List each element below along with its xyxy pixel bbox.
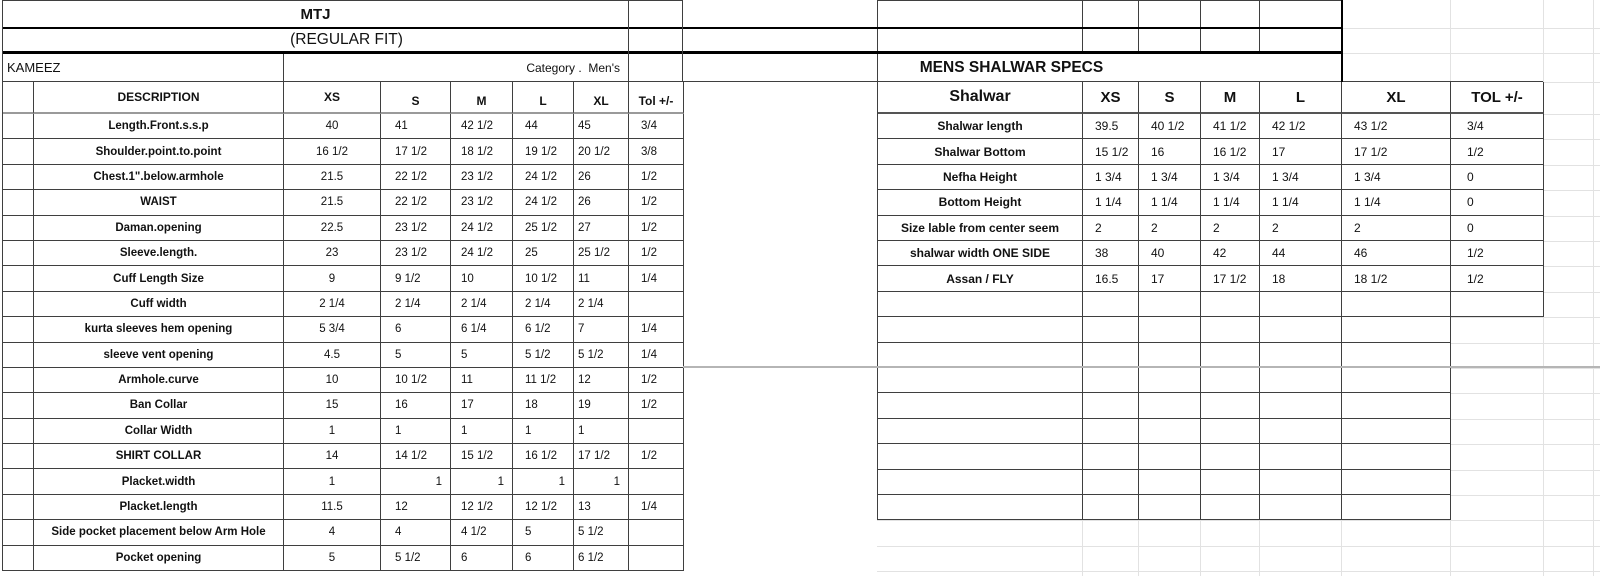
value-cell: 25 <box>513 241 574 266</box>
empty-cell <box>1139 470 1201 495</box>
empty-cell <box>878 27 1083 52</box>
value-cell: 42 <box>1201 241 1260 266</box>
tolerance-cell: 1/2 <box>629 368 684 393</box>
value-cell: 17 1/2 <box>1342 139 1451 164</box>
empty-cell <box>1083 470 1139 495</box>
gridline <box>877 571 1600 572</box>
value-cell: 16 1/2 <box>1201 139 1260 164</box>
value-cell: 39.5 <box>1083 114 1139 139</box>
value-cell: 20 1/2 <box>574 139 629 164</box>
empty-cell <box>1083 292 1139 317</box>
row-index-cell <box>3 216 34 241</box>
empty-cell <box>1201 393 1260 418</box>
row-label: Chest.1".below.armhole <box>34 165 284 190</box>
value-cell: 1 <box>513 419 574 444</box>
value-cell: 43 1/2 <box>1342 114 1451 139</box>
empty-cell <box>1342 393 1451 418</box>
empty-cell <box>878 343 1083 368</box>
border-rule <box>2 51 1343 54</box>
empty-cell <box>1260 27 1342 52</box>
value-cell: 16 1/2 <box>513 444 574 469</box>
value-cell: 42 1/2 <box>1260 114 1342 139</box>
row-label: Placket.width <box>34 469 284 494</box>
value-cell: 23 1/2 <box>381 241 451 266</box>
value-cell: 11 <box>451 368 513 393</box>
gridline <box>877 546 1600 547</box>
fit-subtitle: (REGULAR FIT) <box>290 31 403 48</box>
row-index-cell <box>3 190 34 215</box>
empty-cell <box>1260 495 1342 520</box>
tolerance-cell: 1/2 <box>1451 241 1544 266</box>
value-cell: 1 <box>574 419 629 444</box>
border-rule <box>2 0 683 1</box>
value-cell: 13 <box>574 495 629 520</box>
column-header: M <box>1201 82 1260 114</box>
value-cell: 27 <box>574 216 629 241</box>
row-label: Ban Collar <box>34 393 284 418</box>
value-cell: 22 1/2 <box>381 165 451 190</box>
row-label: shalwar width ONE SIDE <box>878 241 1083 266</box>
row-label: Nefha Height <box>878 165 1083 190</box>
shalwar-table <box>877 82 1543 292</box>
page-break-line <box>683 366 1600 368</box>
value-cell: 9 1/2 <box>381 266 451 291</box>
value-cell: 2 1/4 <box>513 292 574 317</box>
empty-cell <box>1451 292 1544 317</box>
value-cell: 26 <box>574 165 629 190</box>
category-label: Category . Men's <box>526 60 620 75</box>
value-cell: 1 <box>451 469 513 494</box>
empty-cell <box>1342 317 1451 342</box>
tolerance-cell: 0 <box>1451 190 1544 215</box>
value-cell: 10 <box>284 368 381 393</box>
row-label: Pocket opening <box>34 546 284 571</box>
row-index-cell <box>3 317 34 342</box>
value-cell: 1 1/4 <box>1260 190 1342 215</box>
row-label: Bottom Height <box>878 190 1083 215</box>
brand-title: MTJ <box>300 5 331 23</box>
kameez-table <box>2 82 684 571</box>
empty-cell <box>1342 292 1451 317</box>
value-cell: 6 <box>513 546 574 571</box>
empty-cell <box>1139 495 1201 520</box>
value-cell: 4 1/2 <box>451 520 513 545</box>
border-rule <box>628 0 629 82</box>
value-cell: 5 3/4 <box>284 317 381 342</box>
value-cell: 24 1/2 <box>513 165 574 190</box>
column-header: XS <box>1083 82 1139 114</box>
row-index-cell <box>3 343 34 368</box>
empty-cell <box>1139 419 1201 444</box>
empty-cell <box>878 470 1083 495</box>
empty-cell <box>1201 317 1260 342</box>
value-cell: 21.5 <box>284 190 381 215</box>
tolerance-cell: 1/4 <box>629 266 684 291</box>
value-cell: 23 1/2 <box>451 190 513 215</box>
value-cell: 17 <box>1260 139 1342 164</box>
empty-cell <box>878 317 1083 342</box>
value-cell: 24 1/2 <box>451 241 513 266</box>
value-cell: 4.5 <box>284 343 381 368</box>
row-label: Sleeve.length. <box>34 241 284 266</box>
value-cell: 14 <box>284 444 381 469</box>
value-cell: 22.5 <box>284 216 381 241</box>
border-rule <box>2 81 1543 82</box>
value-cell: 2 1/4 <box>574 292 629 317</box>
border-rule <box>2 0 3 82</box>
gridline <box>877 520 1600 521</box>
row-index-cell <box>3 114 34 139</box>
value-cell: 24 1/2 <box>451 216 513 241</box>
value-cell: 40 <box>284 114 381 139</box>
value-cell: 1 3/4 <box>1139 165 1201 190</box>
value-cell: 1 <box>284 419 381 444</box>
row-index-cell <box>3 444 34 469</box>
value-cell: 23 1/2 <box>381 216 451 241</box>
empty-cell <box>1260 419 1342 444</box>
column-header: TOL +/- <box>1451 82 1544 114</box>
column-header: XL <box>1342 82 1451 114</box>
value-cell: 41 <box>381 114 451 139</box>
value-cell: 5 <box>451 343 513 368</box>
column-header: XS <box>284 82 381 114</box>
row-label: Length.Front.s.s.p <box>34 114 284 139</box>
empty-cell <box>878 368 1083 393</box>
value-cell: 12 <box>381 495 451 520</box>
border-rule <box>877 0 1343 1</box>
tolerance-cell <box>629 469 684 494</box>
value-cell: 4 <box>284 520 381 545</box>
empty-cell <box>1083 343 1139 368</box>
value-cell: 5 1/2 <box>574 343 629 368</box>
value-cell: 2 1/4 <box>451 292 513 317</box>
value-cell: 10 1/2 <box>381 368 451 393</box>
value-cell: 6 1/4 <box>451 317 513 342</box>
row-label: WAIST <box>34 190 284 215</box>
value-cell: 5 1/2 <box>513 343 574 368</box>
value-cell: 18 1/2 <box>451 139 513 164</box>
gridline <box>1593 0 1594 576</box>
value-cell: 6 <box>381 317 451 342</box>
empty-cell <box>1201 292 1260 317</box>
row-label: Placket.length <box>34 495 284 520</box>
value-cell: 16 1/2 <box>284 139 381 164</box>
value-cell: 5 1/2 <box>381 546 451 571</box>
tolerance-cell: 1/2 <box>629 216 684 241</box>
value-cell: 12 1/2 <box>451 495 513 520</box>
value-cell: 10 1/2 <box>513 266 574 291</box>
column-header: S <box>381 82 451 114</box>
kameez-header-block <box>2 0 628 82</box>
row-index-cell <box>3 520 34 545</box>
empty-cell <box>1139 444 1201 469</box>
value-cell: 22 1/2 <box>381 190 451 215</box>
shalwar-title-row <box>877 54 1341 81</box>
row-label: Cuff Length Size <box>34 266 284 291</box>
row-index-cell <box>3 393 34 418</box>
value-cell: 23 <box>284 241 381 266</box>
tolerance-cell: 3/8 <box>629 139 684 164</box>
empty-cell <box>1083 393 1139 418</box>
value-cell: 40 1/2 <box>1139 114 1201 139</box>
row-index-cell <box>3 495 34 520</box>
row-index-cell <box>3 419 34 444</box>
value-cell: 17 1/2 <box>574 444 629 469</box>
empty-cell <box>1201 343 1260 368</box>
empty-cell <box>1083 419 1139 444</box>
value-cell: 5 <box>513 520 574 545</box>
empty-cell <box>1342 444 1451 469</box>
row-label: Shalwar length <box>878 114 1083 139</box>
column-header: DESCRIPTION <box>34 82 284 114</box>
column-header: Tol +/- <box>629 82 684 114</box>
value-cell: 44 <box>513 114 574 139</box>
empty-cell <box>1083 1 1139 27</box>
empty-cell <box>1342 343 1451 368</box>
value-cell: 17 <box>451 393 513 418</box>
shalwar-empty-row <box>877 292 1543 317</box>
value-cell: 14 1/2 <box>381 444 451 469</box>
empty-cell <box>1139 292 1201 317</box>
value-cell: 24 1/2 <box>513 190 574 215</box>
value-cell: 41 1/2 <box>1201 114 1260 139</box>
value-cell: 42 1/2 <box>451 114 513 139</box>
empty-cell <box>878 495 1083 520</box>
row-index-cell <box>3 139 34 164</box>
empty-cell <box>1139 317 1201 342</box>
empty-cell <box>1139 368 1201 393</box>
value-cell: 2 1/4 <box>381 292 451 317</box>
value-cell: 6 <box>451 546 513 571</box>
value-cell: 46 <box>1342 241 1451 266</box>
value-cell: 17 1/2 <box>1201 266 1260 291</box>
value-cell: 1 1/4 <box>1139 190 1201 215</box>
row-label: Collar Width <box>34 419 284 444</box>
row-index-cell <box>3 292 34 317</box>
row-label: Cuff width <box>34 292 284 317</box>
row-label: Side pocket placement below Arm Hole <box>34 520 284 545</box>
value-cell: 7 <box>574 317 629 342</box>
shalwar-empty-rows-block <box>877 317 1450 520</box>
value-cell: 26 <box>574 190 629 215</box>
empty-cell <box>1201 444 1260 469</box>
row-index-cell <box>3 368 34 393</box>
tolerance-cell: 1/4 <box>629 343 684 368</box>
tolerance-cell: 3/4 <box>629 114 684 139</box>
column-header: Shalwar <box>878 82 1083 114</box>
value-cell: 2 <box>1342 216 1451 241</box>
tolerance-cell: 1/2 <box>629 190 684 215</box>
value-cell: 21.5 <box>284 165 381 190</box>
value-cell: 1 3/4 <box>1083 165 1139 190</box>
value-cell: 1 <box>381 419 451 444</box>
value-cell: 18 <box>513 393 574 418</box>
tolerance-cell: 1/2 <box>629 393 684 418</box>
value-cell: 17 <box>1139 266 1201 291</box>
tolerance-cell: 1/4 <box>629 317 684 342</box>
tolerance-cell: 0 <box>1451 216 1544 241</box>
tolerance-cell: 0 <box>1451 165 1544 190</box>
empty-cell <box>1260 317 1342 342</box>
column-header: XL <box>574 82 629 114</box>
row-label: kurta sleeves hem opening <box>34 317 284 342</box>
row-index-cell <box>3 546 34 571</box>
empty-cell <box>1260 292 1342 317</box>
shalwar-title: MENS SHALWAR SPECS <box>919 58 1104 76</box>
empty-cell <box>1201 368 1260 393</box>
empty-cell <box>878 444 1083 469</box>
value-cell: 40 <box>1139 241 1201 266</box>
value-cell: 2 <box>1201 216 1260 241</box>
value-cell: 6 1/2 <box>574 546 629 571</box>
row-label: Assan / FLY <box>878 266 1083 291</box>
empty-cell <box>1139 393 1201 418</box>
tolerance-cell: 3/4 <box>1451 114 1544 139</box>
empty-cell <box>1083 444 1139 469</box>
value-cell: 1 1/4 <box>1201 190 1260 215</box>
row-label: SHIRT COLLAR <box>34 444 284 469</box>
empty-cell <box>1260 343 1342 368</box>
tolerance-cell: 1/2 <box>1451 266 1544 291</box>
value-cell: 1 3/4 <box>1260 165 1342 190</box>
row-index-cell <box>3 241 34 266</box>
value-cell: 25 1/2 <box>574 241 629 266</box>
value-cell: 10 <box>451 266 513 291</box>
row-index-cell <box>3 165 34 190</box>
empty-cell <box>1260 470 1342 495</box>
empty-cell <box>878 393 1083 418</box>
value-cell: 15 1/2 <box>1083 139 1139 164</box>
empty-cell <box>1201 1 1260 27</box>
row-label: Size lable from center seem <box>878 216 1083 241</box>
empty-cell <box>1260 393 1342 418</box>
value-cell: 2 <box>1139 216 1201 241</box>
empty-cell <box>1201 495 1260 520</box>
value-cell: 5 <box>284 546 381 571</box>
value-cell: 2 1/4 <box>284 292 381 317</box>
empty-cell <box>1260 368 1342 393</box>
row-label: Shoulder.point.to.point <box>34 139 284 164</box>
column-header: S <box>1139 82 1201 114</box>
value-cell: 16 <box>381 393 451 418</box>
value-cell: 38 <box>1083 241 1139 266</box>
tolerance-cell: 1/2 <box>1451 139 1544 164</box>
value-cell: 1 <box>451 419 513 444</box>
border-rule <box>2 27 1343 29</box>
tolerance-cell: 1/2 <box>629 165 684 190</box>
value-cell: 11 1/2 <box>513 368 574 393</box>
tolerance-cell: 1/2 <box>629 241 684 266</box>
tolerance-cell <box>629 292 684 317</box>
tolerance-cell <box>629 546 684 571</box>
empty-cell <box>878 1 1083 27</box>
value-cell: 17 1/2 <box>381 139 451 164</box>
value-cell: 15 1/2 <box>451 444 513 469</box>
border-rule <box>682 0 683 82</box>
value-cell: 1 3/4 <box>1201 165 1260 190</box>
value-cell: 19 <box>574 393 629 418</box>
empty-cell <box>1139 27 1201 52</box>
row-label: Shalwar Bottom <box>878 139 1083 164</box>
value-cell: 19 1/2 <box>513 139 574 164</box>
value-cell: 16.5 <box>1083 266 1139 291</box>
empty-cell <box>878 419 1083 444</box>
value-cell: 45 <box>574 114 629 139</box>
value-cell: 9 <box>284 266 381 291</box>
value-cell: 1 1/4 <box>1083 190 1139 215</box>
empty-cell <box>1201 470 1260 495</box>
value-cell: 18 <box>1260 266 1342 291</box>
empty-cell <box>1342 495 1451 520</box>
empty-cell <box>1260 1 1342 27</box>
column-header: M <box>451 82 513 114</box>
border-rule <box>1341 0 1343 82</box>
value-cell: 11 <box>574 266 629 291</box>
empty-cell <box>1139 343 1201 368</box>
tolerance-cell <box>629 419 684 444</box>
row-label: sleeve vent opening <box>34 343 284 368</box>
empty-cell <box>1260 444 1342 469</box>
value-cell: 16 <box>1139 139 1201 164</box>
value-cell: 1 <box>513 469 574 494</box>
empty-cell <box>1342 368 1451 393</box>
value-cell: 44 <box>1260 241 1342 266</box>
value-cell: 1 1/4 <box>1342 190 1451 215</box>
value-cell: 4 <box>381 520 451 545</box>
value-cell: 23 1/2 <box>451 165 513 190</box>
tolerance-cell: 1/2 <box>629 444 684 469</box>
empty-cell <box>1083 495 1139 520</box>
empty-cell <box>1201 419 1260 444</box>
empty-cell <box>878 292 1083 317</box>
value-cell: 12 <box>574 368 629 393</box>
value-cell: 11.5 <box>284 495 381 520</box>
value-cell: 18 1/2 <box>1342 266 1451 291</box>
row-label: Daman.opening <box>34 216 284 241</box>
column-header: L <box>1260 82 1342 114</box>
value-cell: 1 <box>381 469 451 494</box>
value-cell: 2 <box>1083 216 1139 241</box>
value-cell: 1 3/4 <box>1342 165 1451 190</box>
value-cell: 15 <box>284 393 381 418</box>
empty-cell <box>1201 27 1260 52</box>
row-index-cell <box>3 469 34 494</box>
tolerance-cell <box>629 520 684 545</box>
garment-label: KAMEEZ <box>3 54 284 81</box>
column-header-blank <box>3 82 34 114</box>
value-cell: 1 <box>574 469 629 494</box>
value-cell: 1 <box>284 469 381 494</box>
garment-row <box>3 54 628 81</box>
value-cell: 5 <box>381 343 451 368</box>
row-label: Armhole.curve <box>34 368 284 393</box>
value-cell: 6 1/2 <box>513 317 574 342</box>
empty-cell <box>1083 368 1139 393</box>
empty-cell <box>1342 470 1451 495</box>
empty-cell <box>1139 1 1201 27</box>
tolerance-cell: 1/4 <box>629 495 684 520</box>
column-header: L <box>513 82 574 114</box>
value-cell: 25 1/2 <box>513 216 574 241</box>
empty-cell <box>1342 419 1451 444</box>
row-index-cell <box>3 266 34 291</box>
value-cell: 2 <box>1260 216 1342 241</box>
value-cell: 12 1/2 <box>513 495 574 520</box>
value-cell: 5 1/2 <box>574 520 629 545</box>
empty-cell <box>1083 27 1139 52</box>
empty-cell <box>1083 317 1139 342</box>
